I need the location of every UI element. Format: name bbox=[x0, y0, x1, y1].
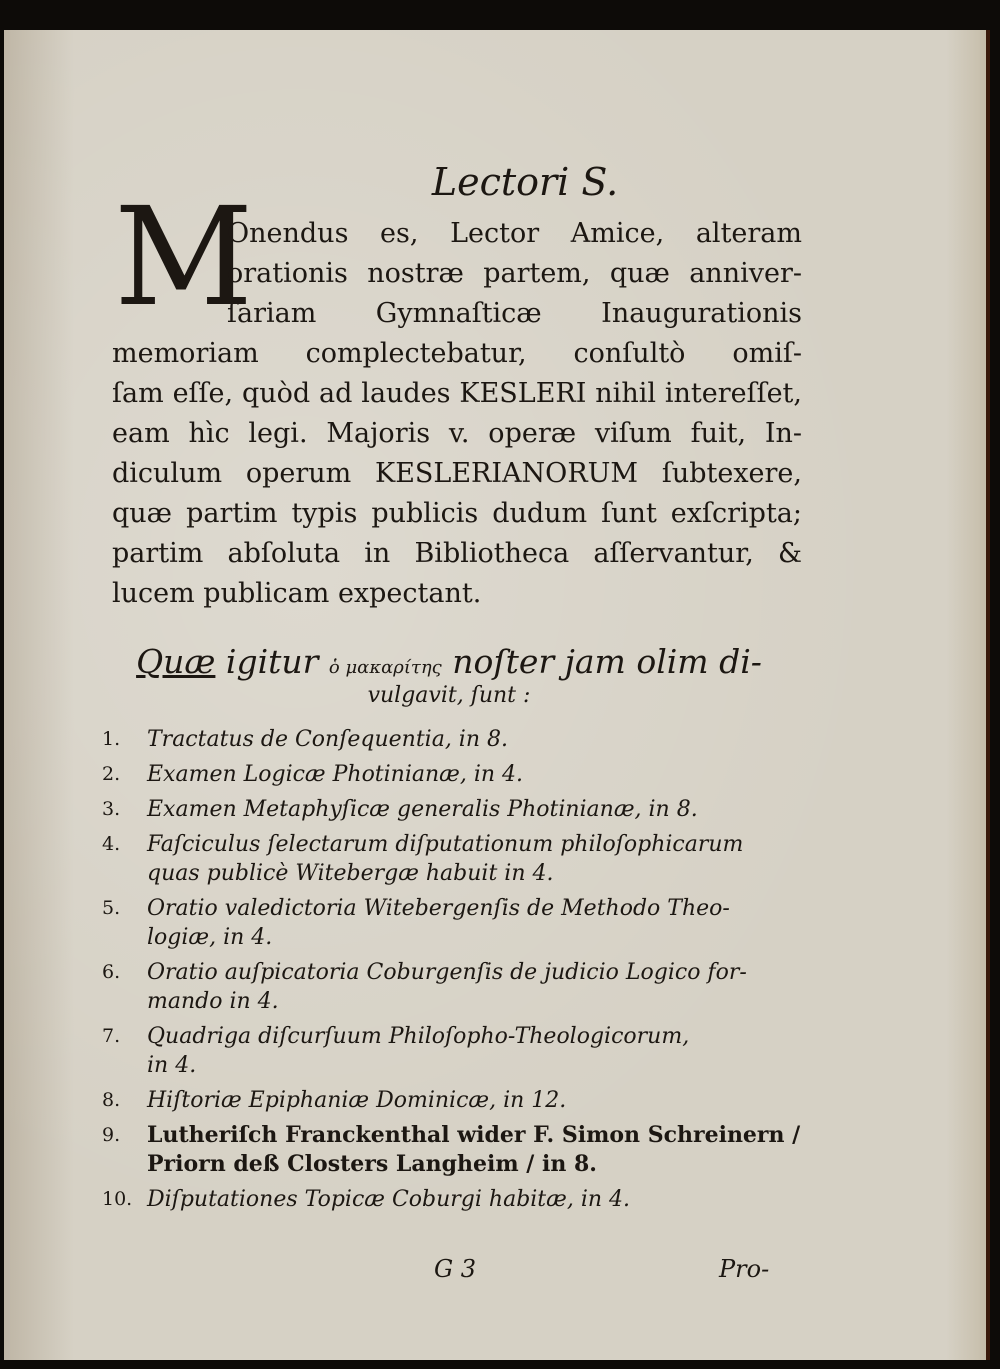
book-page bbox=[4, 30, 990, 1360]
item-number: 4. bbox=[102, 833, 121, 855]
item-text: Hiſtoriæ Epiphaniæ Dominicæ, in 12. bbox=[147, 1088, 567, 1113]
subheading-line-1 bbox=[124, 642, 774, 681]
item-text: mando in 4. bbox=[147, 989, 279, 1014]
page-heading: Lectori S. bbox=[431, 160, 619, 204]
intro-line: orationis nostræ partem, quæ anniver- bbox=[227, 258, 802, 289]
intro-line: lucem publicam expectant. bbox=[112, 578, 482, 609]
item-text: in 4. bbox=[147, 1053, 197, 1078]
item-text: Examen Metaphyſicæ generalis Photinianæ, in 8. bbox=[147, 797, 698, 822]
subheading-part1: igitur bbox=[215, 642, 329, 681]
intro-line: Onendus es, Lector Amice, alteram bbox=[227, 218, 802, 249]
subheading-line-2: vulgavit, ſunt : bbox=[367, 683, 531, 708]
list-item bbox=[102, 1022, 802, 1080]
signature-mark: G 3 bbox=[434, 1255, 477, 1283]
item-text: quas publicè Witebergæ habuit in 4. bbox=[147, 861, 554, 886]
subheading-prefix: Quæ bbox=[136, 642, 216, 681]
item-text: Diſputationes Topicæ Coburgi habitæ, in 4. bbox=[147, 1187, 631, 1212]
list-item bbox=[102, 958, 802, 1016]
list-item bbox=[102, 760, 802, 789]
list-subheading bbox=[124, 642, 774, 708]
list-item bbox=[102, 830, 802, 888]
item-number: 7. bbox=[102, 1025, 121, 1047]
item-number: 1. bbox=[102, 728, 121, 750]
item-text: logiæ, in 4. bbox=[147, 925, 273, 950]
intro-line: partim abſoluta in Bibliotheca aſſervantur, & bbox=[112, 538, 802, 569]
subheading-greek: ὁ μακαρίτης bbox=[328, 657, 442, 678]
list-item bbox=[102, 1185, 802, 1214]
list-item bbox=[102, 1086, 802, 1115]
item-number: 8. bbox=[102, 1089, 121, 1111]
list-item bbox=[102, 1121, 802, 1179]
item-text: Tractatus de Conſequentia, in 8. bbox=[147, 727, 508, 752]
intro-line: ſariam Gymnaſticæ Inaugurationis bbox=[227, 298, 802, 329]
intro-line: diculum operum KESLERIANORUM ſubtexere, bbox=[112, 458, 802, 489]
catchword: Pro- bbox=[719, 1255, 770, 1283]
item-number: 3. bbox=[102, 798, 121, 820]
item-number: 2. bbox=[102, 763, 121, 785]
intro-line: quæ partim typis publicis dudum ſunt exſcripta; bbox=[112, 498, 802, 529]
item-text: Oratio auſpicatoria Coburgenſis de judicio Logico for- bbox=[147, 960, 747, 985]
item-number: 10. bbox=[102, 1188, 133, 1210]
intro-line: ſam eſſe, quòd ad laudes KESLERI nihil intereſſet, bbox=[112, 378, 802, 409]
intro-paragraph bbox=[112, 214, 802, 614]
item-text: Lutheriſch Franckenthal wider F. Simon Schreinern / bbox=[147, 1122, 801, 1148]
item-text: Priorn deß Closters Langheim / in 8. bbox=[147, 1151, 597, 1177]
item-text: Examen Logicæ Photinianæ, in 4. bbox=[147, 762, 524, 787]
subheading-part2: noſter jam olim di- bbox=[441, 642, 762, 681]
item-number: 6. bbox=[102, 961, 121, 983]
list-item bbox=[102, 725, 802, 754]
list-item bbox=[102, 894, 802, 952]
intro-line: memoriam complectebatur, conſultò omiſ- bbox=[112, 338, 802, 369]
item-number: 9. bbox=[102, 1124, 121, 1146]
item-text: Faſciculus ſelectarum diſputationum philoſophicarum bbox=[147, 832, 744, 857]
item-number: 5. bbox=[102, 897, 121, 919]
item-text: Quadriga diſcurſuum Philoſopho-Theologicorum, bbox=[147, 1024, 690, 1049]
intro-line: eam hìc legi. Majoris v. operæ viſum fuit, In- bbox=[112, 418, 802, 449]
works-list bbox=[102, 725, 802, 1214]
drop-capital: M bbox=[114, 179, 254, 337]
item-text: Oratio valedictoria Witebergenſis de Methodo Theo- bbox=[147, 896, 730, 921]
list-item bbox=[102, 795, 802, 824]
